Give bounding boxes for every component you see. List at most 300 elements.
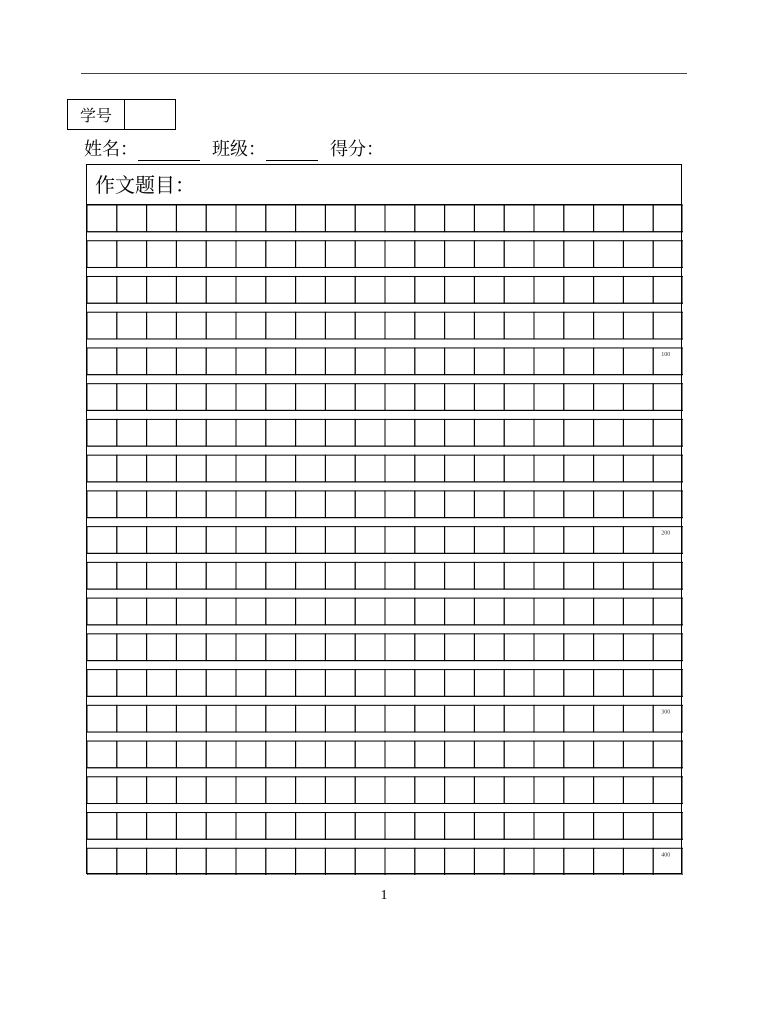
grid-cell[interactable] [534, 562, 564, 589]
grid-cell[interactable] [87, 348, 117, 375]
grid-cell[interactable] [355, 634, 385, 661]
grid-cell[interactable] [296, 598, 326, 625]
grid-cell[interactable] [236, 455, 266, 482]
name-blank[interactable] [138, 138, 200, 161]
grid-cell[interactable] [474, 562, 504, 589]
grid-cell[interactable] [564, 491, 594, 518]
grid-cell[interactable] [534, 741, 564, 768]
grid-cell[interactable] [296, 384, 326, 411]
grid-cell[interactable] [415, 241, 445, 268]
grid-cell[interactable] [325, 598, 355, 625]
grid-cell[interactable] [206, 419, 236, 446]
grid-cell[interactable] [594, 455, 624, 482]
grid-cell[interactable] [623, 598, 653, 625]
grid-cell[interactable] [385, 491, 415, 518]
grid-cell[interactable] [266, 527, 296, 554]
grid-cell[interactable] [623, 705, 653, 732]
grid-cell[interactable] [445, 205, 475, 232]
grid-cell[interactable] [266, 634, 296, 661]
grid-cell[interactable] [385, 455, 415, 482]
grid-cell[interactable] [653, 241, 683, 268]
grid-cell[interactable] [355, 276, 385, 303]
grid-cell[interactable] [445, 741, 475, 768]
grid-cell[interactable] [266, 813, 296, 840]
grid-cell[interactable] [355, 419, 385, 446]
grid-cell[interactable] [385, 634, 415, 661]
grid-cell[interactable] [504, 670, 534, 697]
grid-cell[interactable] [445, 348, 475, 375]
grid-cell[interactable] [415, 348, 445, 375]
grid-cell[interactable] [534, 312, 564, 339]
grid-cell[interactable] [147, 419, 177, 446]
grid-cell[interactable] [236, 527, 266, 554]
grid-cell[interactable] [206, 384, 236, 411]
grid-cell[interactable] [504, 419, 534, 446]
grid-cell[interactable] [296, 312, 326, 339]
grid-cell[interactable] [176, 777, 206, 804]
grid-cell[interactable] [415, 670, 445, 697]
grid-cell[interactable] [325, 741, 355, 768]
grid-cell[interactable] [564, 813, 594, 840]
grid-cell[interactable] [355, 670, 385, 697]
grid-cell[interactable] [117, 670, 147, 697]
grid-cell[interactable] [355, 205, 385, 232]
grid-cell[interactable] [325, 777, 355, 804]
grid-cell[interactable] [206, 455, 236, 482]
grid-cell[interactable] [176, 348, 206, 375]
grid-cell[interactable] [564, 384, 594, 411]
grid-cell[interactable] [415, 705, 445, 732]
grid-cell[interactable] [236, 777, 266, 804]
grid-cell[interactable] [385, 598, 415, 625]
grid-cell[interactable] [445, 455, 475, 482]
grid-cell[interactable] [266, 741, 296, 768]
grid-cell[interactable] [474, 455, 504, 482]
grid-cell[interactable] [623, 741, 653, 768]
grid-cell[interactable] [176, 527, 206, 554]
grid-cell[interactable] [236, 598, 266, 625]
grid-cell[interactable] [296, 276, 326, 303]
grid-cell[interactable] [266, 455, 296, 482]
grid-cell[interactable] [623, 777, 653, 804]
grid-cell[interactable] [87, 276, 117, 303]
grid-cell[interactable] [385, 527, 415, 554]
grid-cell[interactable] [564, 741, 594, 768]
grid-cell[interactable] [474, 205, 504, 232]
grid-cell[interactable] [147, 312, 177, 339]
grid-cell[interactable] [653, 419, 683, 446]
grid-cell[interactable] [534, 419, 564, 446]
grid-cell[interactable] [474, 670, 504, 697]
grid-cell[interactable] [355, 348, 385, 375]
grid-cell[interactable] [504, 491, 534, 518]
grid-cell[interactable] [325, 205, 355, 232]
grid-cell[interactable] [474, 813, 504, 840]
grid-cell[interactable] [325, 384, 355, 411]
grid-cell[interactable] [117, 527, 147, 554]
grid-cell[interactable] [504, 777, 534, 804]
grid-cell[interactable] [534, 455, 564, 482]
grid-cell[interactable] [206, 527, 236, 554]
grid-cell[interactable] [206, 562, 236, 589]
grid-cell[interactable] [147, 384, 177, 411]
grid-cell[interactable] [415, 205, 445, 232]
grid-cell[interactable] [564, 312, 594, 339]
grid-cell[interactable] [236, 419, 266, 446]
grid-cell[interactable] [147, 634, 177, 661]
grid-cell[interactable] [296, 670, 326, 697]
grid-cell[interactable] [504, 741, 534, 768]
grid-cell[interactable] [564, 777, 594, 804]
grid-cell[interactable] [206, 276, 236, 303]
grid-cell[interactable] [653, 312, 683, 339]
grid-cell[interactable] [504, 205, 534, 232]
grid-cell[interactable] [87, 205, 117, 232]
grid-cell[interactable] [534, 598, 564, 625]
grid-cell[interactable] [534, 705, 564, 732]
grid-cell[interactable] [385, 705, 415, 732]
grid-cell[interactable] [623, 241, 653, 268]
grid-cell[interactable] [176, 241, 206, 268]
grid-cell[interactable] [385, 741, 415, 768]
grid-cell[interactable] [594, 848, 624, 875]
grid-cell[interactable] [236, 312, 266, 339]
grid-cell[interactable] [594, 598, 624, 625]
grid-cell[interactable] [236, 241, 266, 268]
grid-cell[interactable] [87, 562, 117, 589]
grid-cell[interactable] [385, 670, 415, 697]
student-id-field[interactable] [125, 100, 175, 129]
grid-cell[interactable] [445, 276, 475, 303]
grid-cell[interactable] [325, 634, 355, 661]
grid-cell[interactable] [266, 598, 296, 625]
grid-cell[interactable] [87, 598, 117, 625]
grid-cell[interactable] [176, 598, 206, 625]
grid-cell[interactable] [534, 527, 564, 554]
grid-cell[interactable] [266, 491, 296, 518]
grid-cell[interactable] [87, 777, 117, 804]
grid-cell[interactable] [385, 562, 415, 589]
grid-cell[interactable] [266, 241, 296, 268]
grid-cell[interactable] [325, 491, 355, 518]
grid-cell[interactable] [534, 348, 564, 375]
grid-cell[interactable] [117, 491, 147, 518]
grid-cell[interactable] [355, 455, 385, 482]
grid-cell[interactable] [385, 312, 415, 339]
grid-cell[interactable] [445, 777, 475, 804]
grid-cell[interactable] [415, 419, 445, 446]
grid-cell[interactable] [355, 562, 385, 589]
grid-cell[interactable] [87, 634, 117, 661]
grid-cell[interactable] [564, 419, 594, 446]
grid-cell[interactable] [206, 241, 236, 268]
grid-cell[interactable] [415, 598, 445, 625]
grid-cell[interactable] [296, 348, 326, 375]
grid-cell[interactable] [594, 777, 624, 804]
grid-cell[interactable] [176, 276, 206, 303]
grid-cell[interactable] [355, 848, 385, 875]
grid-cell[interactable] [623, 455, 653, 482]
grid-cell[interactable] [87, 848, 117, 875]
grid-cell[interactable] [117, 741, 147, 768]
grid-cell[interactable] [594, 241, 624, 268]
grid-cell[interactable] [653, 562, 683, 589]
grid-cell[interactable] [415, 813, 445, 840]
grid-cell[interactable] [236, 705, 266, 732]
grid-cell[interactable] [415, 741, 445, 768]
grid-cell[interactable] [594, 741, 624, 768]
grid-cell[interactable] [117, 848, 147, 875]
grid-cell[interactable] [623, 562, 653, 589]
grid-cell[interactable] [87, 419, 117, 446]
grid-cell[interactable] [236, 813, 266, 840]
grid-cell[interactable] [206, 348, 236, 375]
grid-cell[interactable] [236, 741, 266, 768]
grid-cell[interactable] [623, 276, 653, 303]
grid-cell[interactable] [355, 705, 385, 732]
grid-cell[interactable] [296, 562, 326, 589]
grid-cell[interactable] [594, 312, 624, 339]
grid-cell[interactable] [445, 634, 475, 661]
grid-cell[interactable] [594, 205, 624, 232]
grid-cell[interactable] [176, 741, 206, 768]
grid-cell[interactable] [504, 527, 534, 554]
grid-cell[interactable] [176, 312, 206, 339]
grid-cell[interactable] [594, 562, 624, 589]
grid-cell[interactable] [206, 670, 236, 697]
grid-cell[interactable] [504, 634, 534, 661]
grid-cell[interactable] [296, 419, 326, 446]
grid-cell[interactable] [176, 562, 206, 589]
grid-cell[interactable] [415, 384, 445, 411]
grid-cell[interactable] [147, 455, 177, 482]
grid-cell[interactable] [236, 348, 266, 375]
grid-cell[interactable] [504, 384, 534, 411]
grid-cell[interactable] [594, 705, 624, 732]
grid-cell[interactable] [117, 205, 147, 232]
class-blank[interactable] [266, 138, 318, 161]
grid-cell[interactable] [415, 455, 445, 482]
grid-cell[interactable] [147, 491, 177, 518]
grid-cell[interactable] [474, 276, 504, 303]
grid-cell[interactable] [445, 419, 475, 446]
grid-cell[interactable] [355, 777, 385, 804]
grid-cell[interactable] [176, 205, 206, 232]
grid-cell[interactable] [564, 348, 594, 375]
grid-cell[interactable] [176, 455, 206, 482]
grid-cell[interactable] [564, 634, 594, 661]
grid-cell[interactable] [474, 491, 504, 518]
grid-cell[interactable] [236, 634, 266, 661]
grid-cell[interactable] [445, 241, 475, 268]
grid-cell[interactable] [325, 419, 355, 446]
grid-cell[interactable] [325, 848, 355, 875]
grid-cell[interactable] [415, 848, 445, 875]
grid-cell[interactable] [87, 384, 117, 411]
grid-cell[interactable] [296, 491, 326, 518]
grid-cell[interactable] [296, 527, 326, 554]
grid-cell[interactable] [385, 348, 415, 375]
grid-cell[interactable] [236, 491, 266, 518]
grid-cell[interactable] [206, 777, 236, 804]
grid-cell[interactable] [623, 634, 653, 661]
grid-cell[interactable] [385, 205, 415, 232]
grid-cell[interactable] [147, 848, 177, 875]
grid-cell[interactable] [623, 348, 653, 375]
grid-cell[interactable] [445, 813, 475, 840]
grid-cell[interactable] [355, 813, 385, 840]
grid-cell[interactable] [385, 241, 415, 268]
grid-cell[interactable] [266, 205, 296, 232]
grid-cell[interactable] [296, 455, 326, 482]
grid-cell[interactable] [176, 491, 206, 518]
grid-cell[interactable] [87, 813, 117, 840]
grid-cell[interactable] [474, 741, 504, 768]
grid-cell[interactable] [147, 777, 177, 804]
grid-cell[interactable] [594, 813, 624, 840]
grid-cell[interactable] [623, 670, 653, 697]
grid-cell[interactable] [206, 813, 236, 840]
grid-cell[interactable] [266, 705, 296, 732]
grid-cell[interactable] [87, 705, 117, 732]
grid-cell[interactable] [474, 241, 504, 268]
grid-cell[interactable] [147, 527, 177, 554]
grid-cell[interactable] [534, 634, 564, 661]
grid-cell[interactable] [474, 348, 504, 375]
grid-cell[interactable] [385, 848, 415, 875]
grid-cell[interactable] [355, 312, 385, 339]
grid-cell[interactable] [266, 312, 296, 339]
grid-cell[interactable] [385, 777, 415, 804]
grid-cell[interactable] [653, 491, 683, 518]
grid-cell[interactable] [266, 348, 296, 375]
grid-cell[interactable] [296, 205, 326, 232]
grid-cell[interactable] [236, 276, 266, 303]
grid-cell[interactable] [147, 205, 177, 232]
grid-cell[interactable] [325, 312, 355, 339]
grid-cell[interactable] [445, 527, 475, 554]
grid-cell[interactable] [117, 634, 147, 661]
grid-cell[interactable] [325, 241, 355, 268]
grid-cell[interactable] [504, 705, 534, 732]
grid-cell[interactable] [117, 276, 147, 303]
grid-cell[interactable] [87, 312, 117, 339]
grid-cell[interactable] [534, 848, 564, 875]
grid-cell[interactable] [415, 777, 445, 804]
grid-cell[interactable] [87, 741, 117, 768]
grid-cell[interactable] [564, 670, 594, 697]
grid-cell[interactable] [325, 527, 355, 554]
grid-cell[interactable] [147, 276, 177, 303]
grid-cell[interactable] [445, 848, 475, 875]
grid-cell[interactable] [117, 598, 147, 625]
grid-cell[interactable] [117, 813, 147, 840]
grid-cell[interactable] [415, 634, 445, 661]
grid-cell[interactable] [415, 562, 445, 589]
grid-cell[interactable] [147, 241, 177, 268]
grid-cell[interactable] [445, 598, 475, 625]
grid-cell[interactable] [594, 419, 624, 446]
grid-cell[interactable] [534, 205, 564, 232]
grid-cell[interactable] [355, 491, 385, 518]
grid-cell[interactable] [594, 634, 624, 661]
grid-cell[interactable] [415, 527, 445, 554]
grid-cell[interactable] [117, 419, 147, 446]
grid-cell[interactable] [594, 670, 624, 697]
grid-cell[interactable] [147, 348, 177, 375]
grid-cell[interactable] [534, 670, 564, 697]
grid-cell[interactable] [474, 384, 504, 411]
grid-cell[interactable] [653, 205, 683, 232]
grid-cell[interactable] [266, 276, 296, 303]
grid-cell[interactable] [355, 241, 385, 268]
grid-cell[interactable] [504, 348, 534, 375]
grid-cell[interactable] [355, 598, 385, 625]
grid-cell[interactable] [564, 562, 594, 589]
grid-cell[interactable] [445, 312, 475, 339]
grid-cell[interactable] [266, 777, 296, 804]
grid-cell[interactable] [385, 384, 415, 411]
grid-cell[interactable] [117, 777, 147, 804]
grid-cell[interactable] [117, 455, 147, 482]
grid-cell[interactable] [623, 491, 653, 518]
grid-cell[interactable] [176, 384, 206, 411]
grid-cell[interactable] [504, 562, 534, 589]
grid-cell[interactable] [355, 384, 385, 411]
grid-cell[interactable] [415, 312, 445, 339]
grid-cell[interactable] [474, 527, 504, 554]
grid-cell[interactable] [236, 670, 266, 697]
grid-cell[interactable] [415, 276, 445, 303]
grid-cell[interactable] [564, 241, 594, 268]
grid-cell[interactable] [325, 455, 355, 482]
grid-cell[interactable] [355, 741, 385, 768]
grid-cell[interactable] [564, 455, 594, 482]
grid-cell[interactable] [206, 705, 236, 732]
grid-cell[interactable] [206, 848, 236, 875]
grid-cell[interactable] [236, 562, 266, 589]
grid-cell[interactable] [564, 276, 594, 303]
grid-cell[interactable] [296, 813, 326, 840]
grid-cell[interactable] [474, 312, 504, 339]
grid-cell[interactable] [266, 562, 296, 589]
grid-cell[interactable] [534, 777, 564, 804]
grid-cell[interactable] [653, 777, 683, 804]
grid-cell[interactable] [445, 384, 475, 411]
grid-cell[interactable] [147, 741, 177, 768]
grid-cell[interactable] [176, 848, 206, 875]
grid-cell[interactable] [206, 598, 236, 625]
grid-cell[interactable] [653, 634, 683, 661]
grid-cell[interactable] [176, 419, 206, 446]
grid-cell[interactable] [623, 527, 653, 554]
grid-cell[interactable] [594, 527, 624, 554]
grid-cell[interactable] [594, 384, 624, 411]
grid-cell[interactable] [415, 491, 445, 518]
grid-cell[interactable] [445, 491, 475, 518]
grid-cell[interactable] [623, 848, 653, 875]
grid-cell[interactable] [534, 813, 564, 840]
grid-cell[interactable] [176, 705, 206, 732]
grid-cell[interactable] [474, 848, 504, 875]
grid-cell[interactable] [176, 634, 206, 661]
grid-cell[interactable] [564, 705, 594, 732]
grid-cell[interactable] [653, 813, 683, 840]
grid-cell[interactable] [594, 348, 624, 375]
grid-cell[interactable] [266, 848, 296, 875]
grid-cell[interactable] [117, 348, 147, 375]
grid-cell[interactable] [236, 384, 266, 411]
